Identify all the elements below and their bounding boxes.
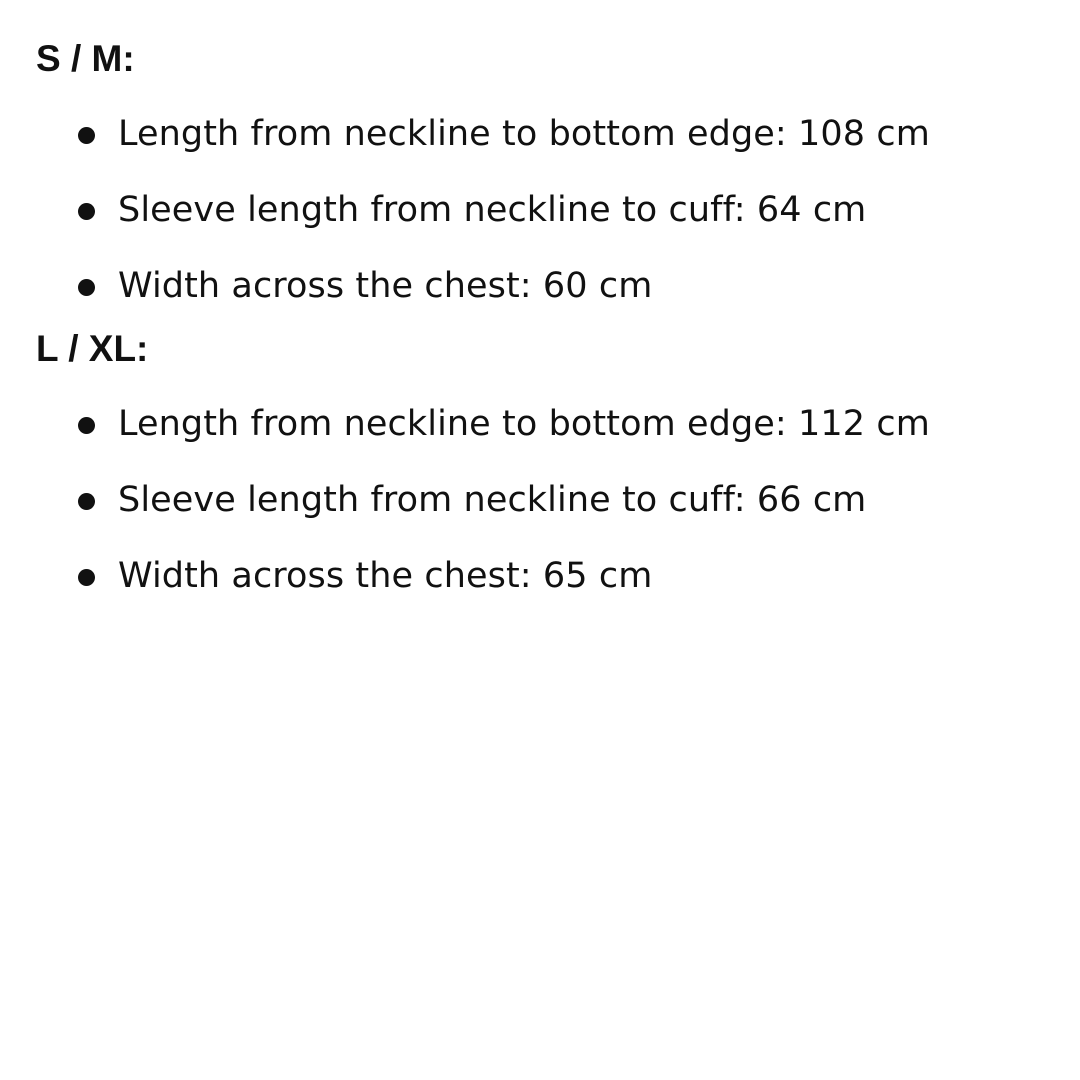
bullet-icon (78, 569, 95, 586)
size-group-s-m (36, 34, 1046, 324)
spec-item-length (36, 96, 1046, 172)
size-guide (36, 34, 1046, 614)
bullet-icon (78, 127, 95, 144)
spec-list (36, 386, 1046, 614)
spec-text: Width across the chest: 65 cm (118, 556, 653, 596)
bullet-icon (78, 493, 95, 510)
spec-text: Sleeve length from neckline to cuff: 64 cm (118, 190, 867, 230)
spec-item-length (36, 386, 1046, 462)
spec-text: Width across the chest: 60 cm (118, 266, 653, 306)
spec-item-sleeve (36, 462, 1046, 538)
spec-text: Sleeve length from neckline to cuff: 66 cm (118, 480, 867, 520)
size-heading: S / M: (36, 38, 135, 79)
spec-text: Length from neckline to bottom edge: 112 cm (118, 404, 930, 444)
bullet-icon (78, 279, 95, 296)
size-group-l-xl (36, 324, 1046, 614)
spec-text: Length from neckline to bottom edge: 108 cm (118, 114, 930, 154)
bullet-icon (78, 203, 95, 220)
spec-item-sleeve (36, 172, 1046, 248)
spec-item-width (36, 538, 1046, 614)
size-heading: L / XL: (36, 328, 149, 369)
spec-list (36, 96, 1046, 324)
spec-item-width (36, 248, 1046, 324)
bullet-icon (78, 417, 95, 434)
